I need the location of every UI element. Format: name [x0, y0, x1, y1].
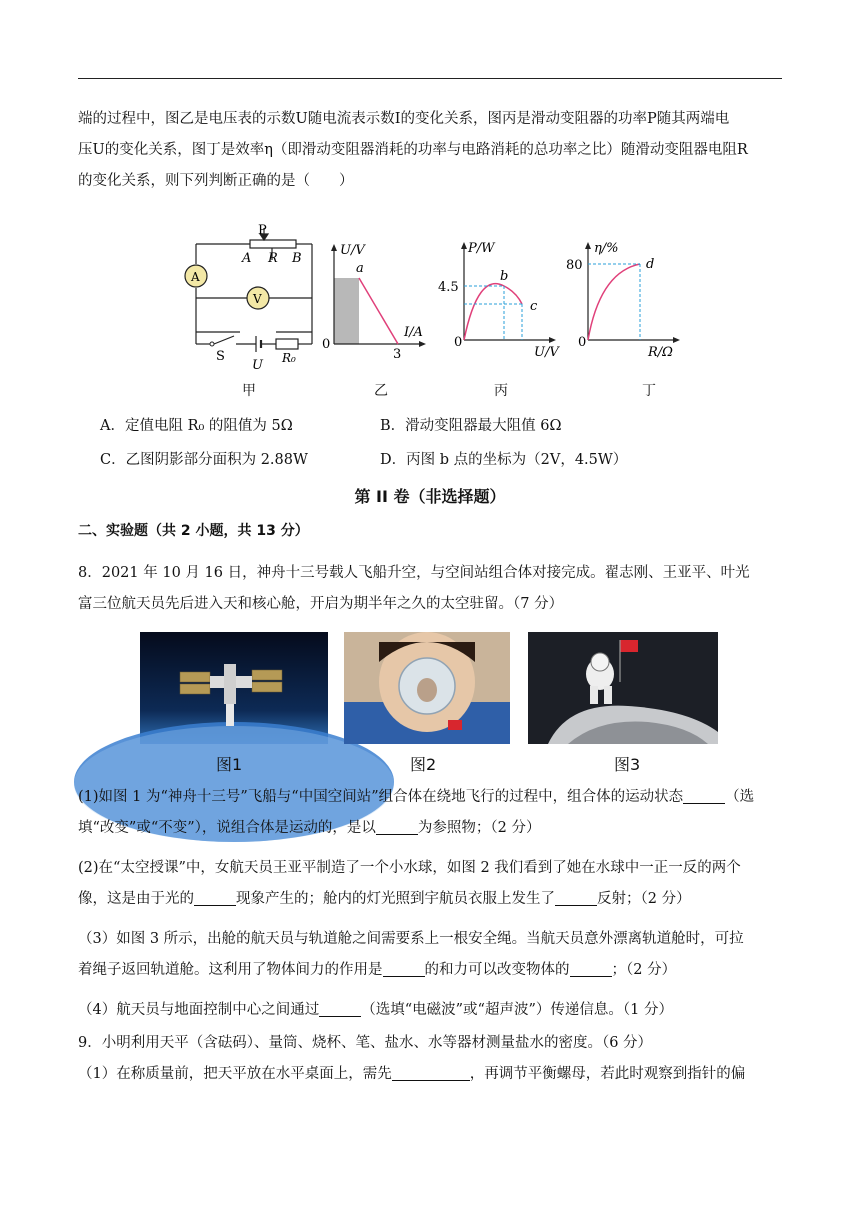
q8-sub2-text-b: 现象产生的；舱内的灯光照到宇航员衣服上发生了	[236, 891, 555, 907]
graph-ding-curve	[588, 264, 640, 340]
graph-ding-y-tick: 80	[566, 258, 583, 273]
graph-bing-x-axis: U/V	[534, 345, 559, 360]
q7-figures-svg	[0, 223, 860, 402]
resistor-label-r: R	[268, 251, 278, 266]
q9	[78, 1028, 784, 1090]
q8-stem	[78, 558, 784, 620]
q7-stem-line-3: 的变化关系，则下列判断正确的是（ ）	[78, 173, 354, 189]
q8-stem-line-1: 8．2021 年 10 月 16 日，神舟十三号载人飞船升空，与空间站组合体对接完成。翟志刚、王亚平、叶光	[78, 565, 750, 581]
graph-yi-point-a: a	[356, 261, 364, 276]
answer-blank-3[interactable]	[194, 889, 236, 906]
graph-bing	[438, 241, 560, 360]
caption-fig3: 图3	[614, 755, 641, 774]
section-heading: 二、实验题（共 2 小题，共 13 分）	[78, 523, 309, 539]
answer-blank-6[interactable]	[570, 960, 612, 977]
resistor-label-r0: R₀	[282, 351, 296, 365]
q8-sub2-text-a: 像，这是由于光的	[78, 891, 194, 907]
answer-blank-4[interactable]	[555, 889, 597, 906]
graph-bing-point-b: b	[500, 269, 509, 284]
q8-sub1-text-b: （选	[725, 789, 755, 805]
switch-label: S	[216, 349, 225, 364]
graph-yi-line	[359, 278, 398, 344]
option-c: C．乙图阴影部分面积为 2.88W	[100, 452, 308, 468]
graph-bing-y-tick: 4.5	[438, 280, 459, 295]
photo-water-ball	[344, 632, 510, 744]
q8-sub2-line-2	[78, 884, 784, 915]
q7-stem-line-1: 端的过程中，图乙是电压表的示数U随电流表示数I的变化关系，图丙是滑动变阻器的功率P随其两端电	[78, 111, 730, 127]
q8-sub1-text-c: 填“改变”或“不变”），说组合体是运动的，是以	[78, 820, 376, 836]
source-label-u: U	[252, 358, 263, 373]
q8-sub2-line-1: (2)在“太空授课”中，女航天员王亚平制造了一个小水球，如图 2 我们看到了她在水球中一正一反的两个	[78, 860, 741, 876]
q8-sub1-line-1	[78, 782, 784, 813]
graph-yi-y-axis: U/V	[340, 243, 365, 258]
q8-sub1-text-d: 为参照物；（2 分）	[417, 820, 541, 836]
graph-yi-x-axis: I/A	[404, 325, 423, 340]
graph-bing-curve	[464, 284, 522, 340]
caption-fig1: 图1	[216, 755, 243, 774]
ammeter-label: A	[191, 270, 200, 284]
graph-yi	[322, 243, 426, 362]
caption-fig2: 图2	[410, 755, 437, 774]
photo-spacewalk	[528, 632, 718, 744]
q7-stem	[78, 104, 784, 197]
q8-sub4-line	[78, 995, 784, 1026]
graph-ding-x-axis: R/Ω	[648, 345, 673, 360]
q8-stem-line-2: 富三位航天员先后进入天和核心舱，开启为期半年之久的太空驻留。（7 分）	[78, 596, 564, 612]
photo-space-station	[140, 632, 328, 744]
graph-ding-point-d: d	[646, 257, 655, 272]
q9-sub1-line	[78, 1059, 784, 1090]
caption-yi: 乙	[374, 383, 388, 399]
q8-sub3-text-c: ；（2 分）	[611, 962, 677, 978]
caption-jia: 甲	[242, 383, 256, 399]
q8-sub1-line-2	[78, 813, 784, 844]
q8-sub3-line-2	[78, 955, 784, 986]
option-b: B．滑动变阻器最大阻值 6Ω	[380, 418, 562, 434]
q8-sub1-text-a: (1)如图 1 为“神舟十三号”飞船与“中国空间站”组合体在绕地飞行的过程中，组合体的运动状态	[78, 789, 684, 805]
caption-ding: 丁	[642, 383, 656, 399]
q9-stem: 9．小明利用天平（含砝码）、量筒、烧杯、笔、盐水、水等器材测量盐水的密度。（6 分）	[78, 1035, 653, 1051]
switch-icon	[210, 342, 214, 346]
answer-blank-1[interactable]	[683, 787, 725, 804]
q7-stem-line-2: 压U的变化关系，图丁是效率η（即滑动变阻器消耗的功率与电路消耗的总功率之比）随滑动变阻器电阻R	[78, 142, 748, 158]
graph-yi-origin: 0	[322, 337, 331, 352]
graph-yi-shaded-area	[334, 278, 359, 344]
graph-bing-y-axis: P/W	[468, 241, 495, 256]
header-rule	[78, 78, 782, 79]
section-title: 第 II 卷（非选择题）	[354, 487, 506, 506]
graph-bing-point-c: c	[530, 299, 538, 314]
terminal-label-a: A	[242, 251, 252, 266]
caption-bing: 丙	[494, 383, 508, 399]
q8-sub2-text-c: 反射；（2 分）	[597, 891, 691, 907]
slider-label-p: P	[258, 223, 267, 238]
q8-sub3-line-1: （3）如图 3 所示，出舱的航天员与轨道舱之间需要系上一根安全绳。当航天员意外漂离轨道舱时，可拉	[78, 931, 744, 947]
graph-ding-y-axis: η/%	[594, 241, 619, 256]
graph-ding	[566, 241, 680, 360]
option-d: D．丙图 b 点的坐标为（2V，4.5W）	[380, 452, 628, 468]
answer-blank-8[interactable]	[392, 1064, 470, 1081]
graph-bing-origin: 0	[454, 335, 463, 350]
q7-figures	[0, 223, 860, 402]
answer-blank-7[interactable]	[319, 1000, 361, 1017]
q8-sub3-text-b: 的和力可以改变物体的	[424, 962, 570, 978]
option-a: A．定值电阻 R₀ 的阻值为 5Ω	[100, 418, 293, 434]
answer-blank-2[interactable]	[376, 818, 418, 835]
q9-sub1-text-b: ，再调节平衡螺母，若此时观察到指针的偏	[469, 1066, 746, 1082]
q8-sub4-text-b: （选填“电磁波”或“超声波”）传递信息。（1 分）	[361, 1002, 673, 1018]
q8-subquestions	[78, 782, 784, 1026]
voltmeter-label: V	[253, 292, 262, 306]
q8-sub3-text-a: 着绳子返回轨道舱。这利用了物体间力的作用是	[78, 962, 383, 978]
q8-sub4-text-a: （4）航天员与地面控制中心之间通过	[78, 1002, 320, 1018]
graph-yi-x-tick: 3	[393, 347, 402, 362]
terminal-label-b: B	[292, 251, 302, 266]
q9-sub1-text-a: （1）在称质量前，把天平放在水平桌面上，需先	[78, 1066, 392, 1082]
answer-blank-5[interactable]	[383, 960, 425, 977]
graph-ding-origin: 0	[578, 335, 587, 350]
